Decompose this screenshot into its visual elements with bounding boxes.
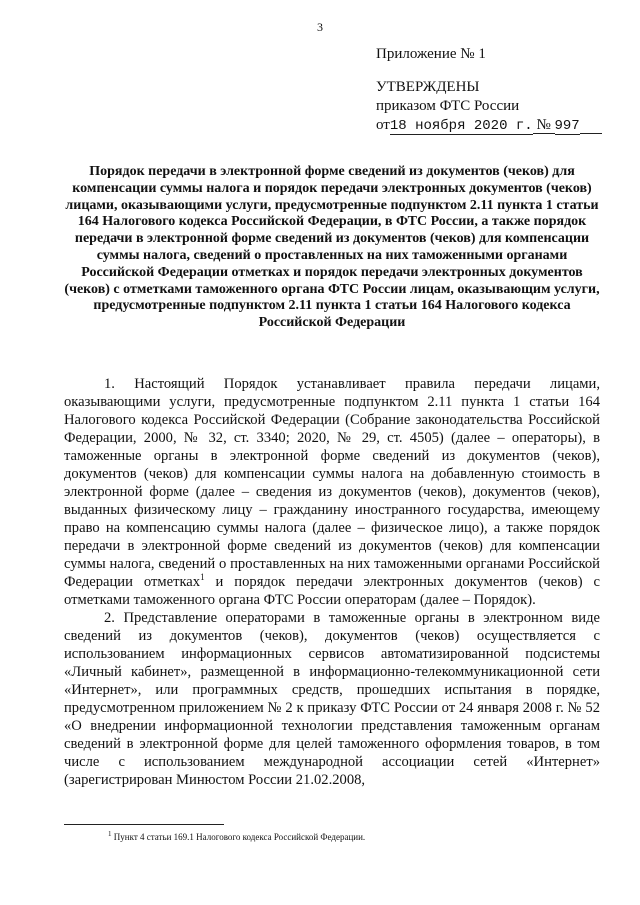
- appendix-label: Приложение № 1: [376, 46, 486, 62]
- paragraph-1: [64, 375, 600, 609]
- footnote: [108, 828, 365, 843]
- document-title: Порядок передачи в электронной форме сведений из документов (чеков) для компенсации суммы налога и порядок передачи электронных документов (чеков) лицами, оказывающими услуги, предусмотренные подпунктом 2.11 пункта 1 статьи 164 Налогового кодекса Российской Федерации, в ФТС России, а также порядок передачи в электронной форме сведений из документов (чеков) для компенсации суммы налога, сведений о проставленных на них таможенными органами Российской Федерации отметках и порядок передачи электронных документов (чеков) с отметками таможенного органа ФТС России лицам, оказывающим услуги, предусмотренные подпунктом 2.11 пункта 1 статьи 164 Налогового кодекса Российской Федерации: [64, 164, 600, 331]
- paragraph-1-text: 1. Настоящий Порядок устанавливает правила передачи лицами, оказывающими услуги, предусмотренные подпунктом 2.11 пункта 1 статьи 164 Налогового кодекса Российской Федерации (Собрание законодательства Российской Федерации, 2000, № 32, ст. 3340; 2020, № 29, ст. 4505) (далее – операторы), в таможенные органы в электронной форме сведений из документов (чеков), документов (чеков) для компенсации суммы налога на добавленную стоимость в электронной форме (далее – сведения из документов (чеков), документов (чеков), выданных физическому лицу – гражданину иностранного государства, имеющему право на компенсацию суммы налога (далее – физическое лицо), а также порядок передачи в электронной форме сведений из документов (чеков) для компенсации суммы налога, сведений о проставленных на них таможенными органами Российской Федерации отметках: [64, 376, 600, 590]
- footnote-divider: [64, 824, 224, 825]
- paragraph-2: 2. Представление операторами в таможенные органы в электронном виде сведений из документов (чеков), документов (чеков) осуществляется с использованием информационных сервисов автоматизированной подсистемы «Личный кабинет», размещенной в информационно-телекоммуникационной сети «Интернет», или программных средств, прошедших испытания в порядке, предусмотренном приложением № 2 к приказу ФТС России от 24 января 2008 г. № 52 «О внедрении информационной технологии представления таможенным органам сведений в электронной форме для целей таможенного оформления товаров, в том числе с использованием международной ассоциации сетей «Интернет» (зарегистрирован Минюстом России 21.02.2008,: [64, 610, 600, 788]
- document-body: [64, 375, 600, 789]
- order-date: 18 ноября 2020 г.: [389, 118, 533, 134]
- from-prefix: от: [376, 117, 390, 133]
- page-number: 3: [317, 20, 323, 34]
- footnote-reference: 1: [200, 572, 205, 583]
- footnote-marker: 1: [108, 830, 112, 838]
- order-date-number: [376, 116, 602, 136]
- paragraph-1-continuation: и порядок передачи электронных документов (чеков) с отметками таможенного органа ФТС России операторам (далее – Порядок).: [64, 574, 600, 608]
- approved-label: УТВЕРЖДЕНЫ: [376, 79, 480, 95]
- number-prefix: №: [536, 117, 551, 133]
- approved-by-order: приказом ФТС России: [376, 98, 520, 114]
- approval-block: [376, 78, 602, 136]
- order-number: 997: [554, 118, 580, 134]
- footnote-text: Пункт 4 статьи 169.1 Налогового кодекса Российской Федерации.: [111, 832, 366, 842]
